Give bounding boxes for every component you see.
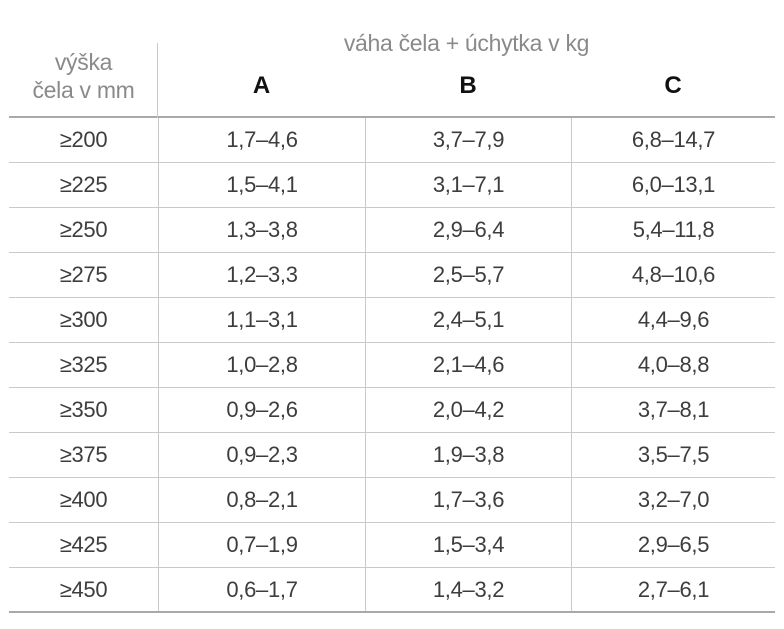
cell-a: 1,7–4,6 (158, 118, 365, 162)
cell-height: ≥275 (59, 262, 108, 287)
weight-table (9, 0, 775, 613)
table-row (9, 118, 775, 163)
cell-c: 4,0–8,8 (571, 343, 775, 387)
cell-c: 5,4–11,8 (571, 208, 775, 252)
cell-c: 2,7–6,1 (571, 568, 775, 611)
table-row (9, 523, 775, 568)
cell-height: ≥300 (59, 307, 108, 332)
cell-a: 1,5–4,1 (158, 163, 365, 207)
column-header-a: A (252, 72, 271, 99)
row-header-title (9, 0, 158, 116)
row-header-line1: výška (54, 49, 113, 75)
row-header-line2: čela v mm (32, 77, 135, 103)
cell-height: ≥350 (59, 397, 108, 422)
cell-a: 0,9–2,6 (158, 388, 365, 432)
cell-a: 0,8–2,1 (158, 478, 365, 522)
cell-a: 1,1–3,1 (158, 298, 365, 342)
table-row (9, 388, 775, 433)
cell-height: ≥425 (59, 532, 108, 557)
table-row (9, 343, 775, 388)
cell-a: 1,2–3,3 (158, 253, 365, 297)
column-header-b: B (459, 72, 477, 99)
cell-a: 0,6–1,7 (158, 568, 365, 611)
table-row (9, 208, 775, 253)
table-row (9, 568, 775, 613)
table-row (9, 298, 775, 343)
cell-b: 2,1–4,6 (365, 343, 571, 387)
table-row (9, 433, 775, 478)
cell-a: 0,9–2,3 (158, 433, 365, 477)
table-header (9, 0, 775, 118)
column-letters-row (158, 56, 775, 116)
table-body (9, 118, 775, 613)
cell-a: 1,3–3,8 (158, 208, 365, 252)
cell-b: 1,9–3,8 (365, 433, 571, 477)
cell-height: ≥450 (59, 576, 108, 602)
cell-c: 3,2–7,0 (571, 478, 775, 522)
cell-height: ≥250 (59, 217, 108, 242)
cell-c: 4,4–9,6 (571, 298, 775, 342)
table-row (9, 253, 775, 298)
cell-height: ≥400 (59, 487, 108, 512)
cell-a: 1,0–2,8 (158, 343, 365, 387)
cell-b: 1,4–3,2 (365, 568, 571, 611)
cell-a: 0,7–1,9 (158, 523, 365, 567)
column-header-c: C (664, 72, 682, 99)
header-vertical-divider (157, 43, 158, 118)
cell-c: 6,0–13,1 (571, 163, 775, 207)
cell-b: 2,4–5,1 (365, 298, 571, 342)
cell-b: 2,9–6,4 (365, 208, 571, 252)
cell-c: 3,5–7,5 (571, 433, 775, 477)
cell-c: 4,8–10,6 (571, 253, 775, 297)
cell-height: ≥375 (59, 442, 108, 467)
cell-height: ≥325 (59, 352, 108, 377)
cell-height: ≥225 (59, 172, 108, 197)
cell-height: ≥200 (59, 127, 108, 152)
group-title: váha čela + úchytka v kg (343, 30, 590, 56)
cell-c: 2,9–6,5 (571, 523, 775, 567)
table-row (9, 478, 775, 523)
cell-c: 6,8–14,7 (571, 118, 775, 162)
cell-b: 2,5–5,7 (365, 253, 571, 297)
cell-b: 3,7–7,9 (365, 118, 571, 162)
table-row (9, 163, 775, 208)
cell-c: 3,7–8,1 (571, 388, 775, 432)
cell-b: 3,1–7,1 (365, 163, 571, 207)
cell-b: 2,0–4,2 (365, 388, 571, 432)
cell-b: 1,7–3,6 (365, 478, 571, 522)
column-group-header (158, 0, 775, 116)
cell-b: 1,5–3,4 (365, 523, 571, 567)
